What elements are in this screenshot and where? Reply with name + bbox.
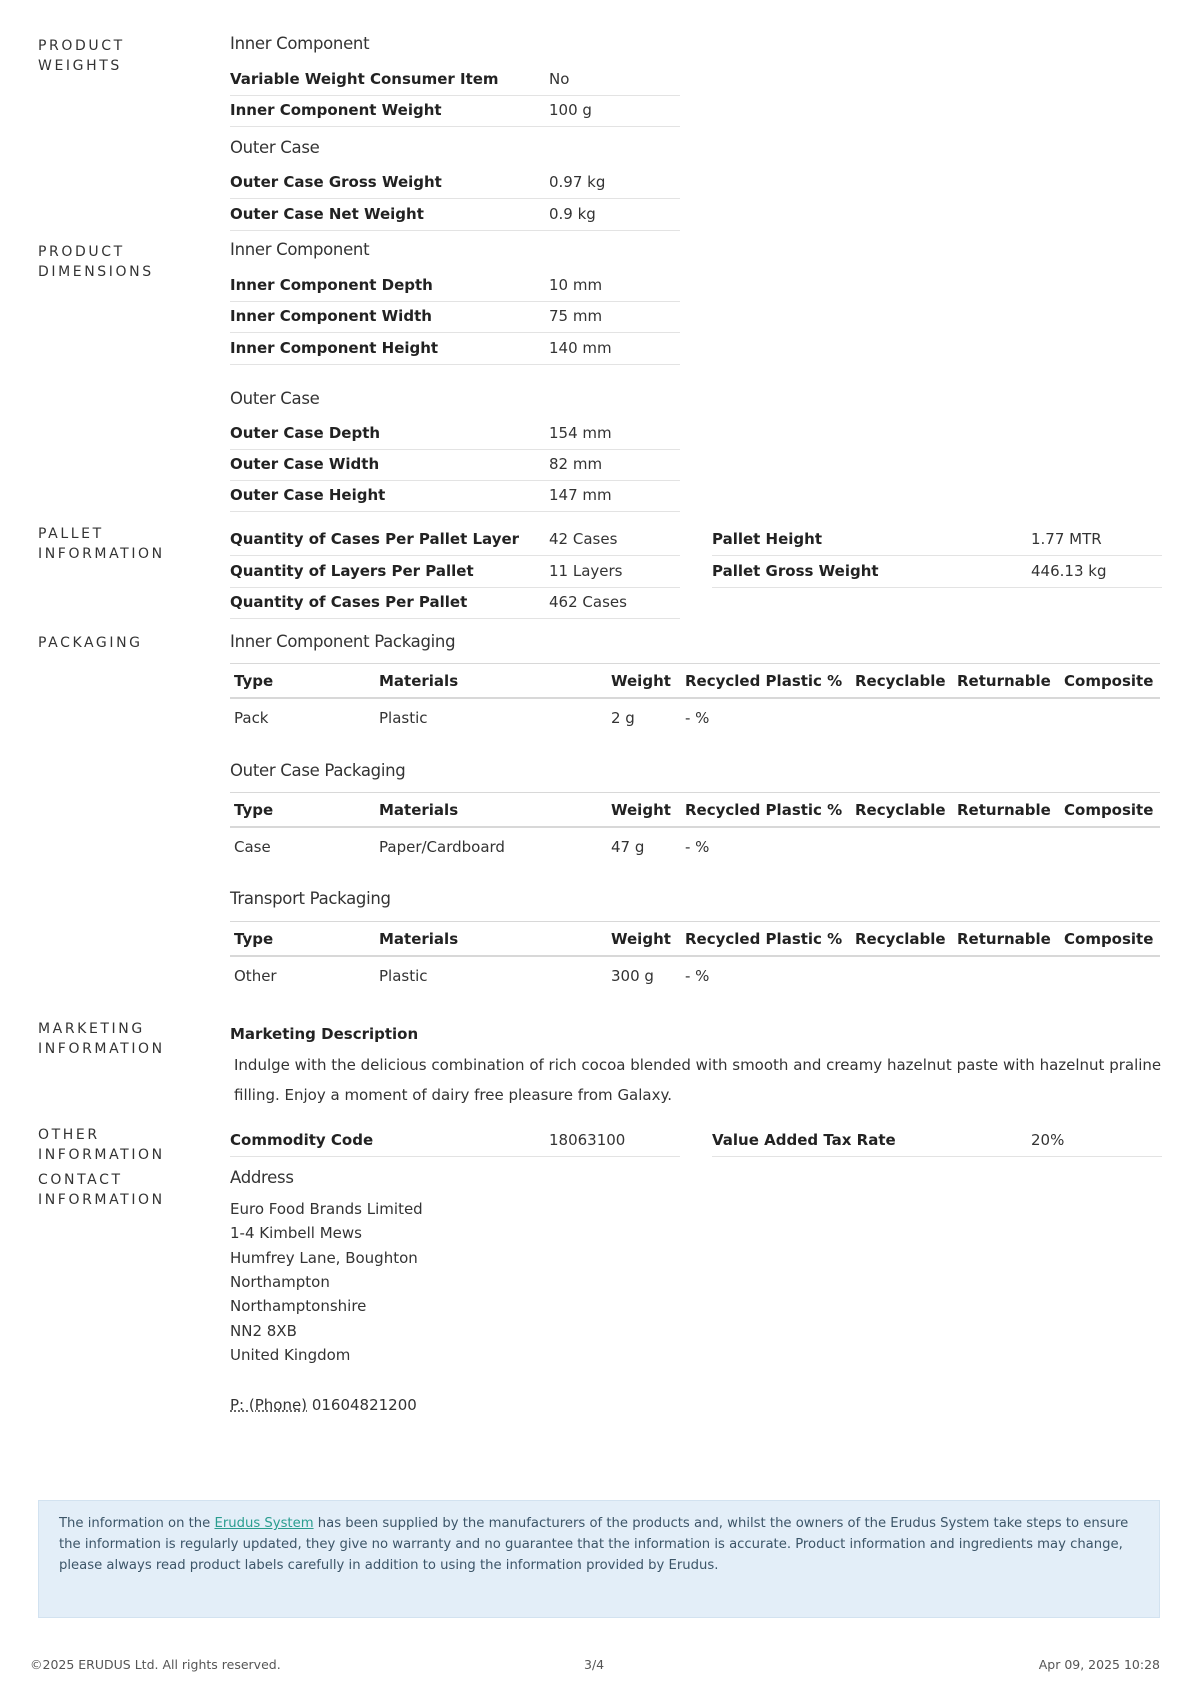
cell [1060, 827, 1160, 866]
kv-value: 75 mm [549, 307, 603, 325]
subheading-inner: Inner Component [230, 240, 370, 259]
phone-line [230, 1396, 417, 1414]
kv-value: No [549, 70, 570, 88]
kv-value: 100 g [549, 101, 592, 119]
subheading-outer: Outer Case [230, 389, 320, 408]
address-line: Northampton [230, 1273, 330, 1291]
col-header: Recycled Plastic % [681, 922, 851, 957]
kv-row [230, 270, 680, 302]
kv-row [230, 587, 680, 619]
marketing-description-line2: filling. Enjoy a moment of dairy free pleasure from Galaxy. [234, 1086, 672, 1104]
col-header: Weight [607, 793, 681, 828]
kv-row [712, 556, 1162, 588]
address-line: 1-4 Kimbell Mews [230, 1224, 362, 1242]
kv-value: 1.77 MTR [1031, 530, 1102, 548]
disclaimer-box [38, 1500, 1160, 1618]
packaging-table-transport [230, 921, 1160, 995]
kv-value: 446.13 kg [1031, 562, 1107, 580]
address-line: Euro Food Brands Limited [230, 1200, 423, 1218]
disclaimer-text-before: The information on the [59, 1516, 215, 1531]
cell: 2 g [611, 709, 635, 727]
kv-key: Quantity of Cases Per Pallet Layer [230, 530, 520, 548]
marketing-description-line1: Indulge with the delicious combination of rich cocoa blended with smooth and creamy hazelnut paste with hazelnut praline [234, 1056, 1162, 1074]
kv-row [712, 1125, 1162, 1157]
marketing-title: Marketing Description [230, 1025, 419, 1043]
cell: Plastic [379, 709, 428, 727]
col-header: Composite [1060, 922, 1160, 957]
kv-key: Quantity of Cases Per Pallet [230, 593, 468, 611]
packaging-title-transport: Transport Packaging [230, 889, 391, 908]
col-header: Materials [375, 793, 607, 828]
cell: Other [234, 967, 277, 985]
table-header-row [230, 793, 1160, 828]
section-label-weights: PRODUCT WEIGHTS [38, 38, 125, 74]
phone-number[interactable]: 01604821200 [311, 1396, 417, 1414]
kv-key: Value Added Tax Rate [712, 1131, 896, 1149]
kv-key: Outer Case Depth [230, 424, 381, 442]
table-row [230, 827, 1160, 866]
kv-key: Variable Weight Consumer Item [230, 70, 499, 88]
kv-row [230, 556, 680, 588]
timestamp: Apr 09, 2025 10:28 [1038, 1657, 1160, 1672]
kv-value: 20% [1031, 1131, 1065, 1149]
subheading-outer: Outer Case [230, 138, 320, 157]
address-line: United Kingdom [230, 1346, 351, 1364]
col-header: Recyclable [851, 664, 953, 699]
phone-label: P: (Phone) [230, 1396, 308, 1414]
col-header: Composite [1060, 793, 1160, 828]
cell: Pack [234, 709, 269, 727]
packaging-title-outer: Outer Case Packaging [230, 761, 406, 780]
kv-row [230, 449, 680, 481]
col-header: Returnable [953, 793, 1060, 828]
kv-row [230, 64, 680, 96]
table-row [230, 956, 1160, 995]
kv-key: Pallet Height [712, 530, 823, 548]
cell: 47 g [611, 838, 645, 856]
address-line: Northamptonshire [230, 1297, 367, 1315]
address-title: Address [230, 1168, 294, 1187]
col-header: Recyclable [851, 922, 953, 957]
kv-key: Inner Component Height [230, 339, 439, 357]
cell: - % [685, 709, 710, 727]
disclaimer-text-after: has been supplied by the manufacturers of the products and, whilst the owners of the Erudus System take steps to ensure the information is regularly updated, they give no warranty and no guarantee that the information is accurate. Product information and ingredients may change, please always read product labels carefully in addition to using the information provided by Erudus. [59, 1516, 1129, 1573]
kv-key: Inner Component Weight [230, 101, 442, 119]
section-label-packaging: PACKAGING [38, 635, 143, 651]
section-label-pallet: PALLET INFORMATION [38, 526, 165, 562]
kv-key: Outer Case Height [230, 486, 386, 504]
kv-value: 82 mm [549, 455, 603, 473]
kv-value: 11 Layers [549, 562, 623, 580]
col-header: Composite [1060, 664, 1160, 699]
col-header: Materials [375, 664, 607, 699]
section-label-marketing: MARKETING INFORMATION [38, 1021, 165, 1057]
cell [1060, 956, 1160, 995]
kv-value: 147 mm [549, 486, 612, 504]
section-label-dimensions: PRODUCT DIMENSIONS [38, 244, 154, 280]
col-header: Weight [607, 664, 681, 699]
kv-row [230, 480, 680, 512]
col-header: Returnable [953, 664, 1060, 699]
kv-row [230, 418, 680, 450]
copyright: ©2025 ERUDUS Ltd. All rights reserved. [30, 1657, 281, 1672]
subheading-inner: Inner Component [230, 34, 370, 53]
col-header: Type [230, 664, 375, 699]
erudus-system-link[interactable]: Erudus System [214, 1516, 314, 1531]
kv-row [230, 199, 680, 231]
col-header: Recyclable [851, 793, 953, 828]
kv-key: Inner Component Depth [230, 276, 433, 294]
kv-value: 18063100 [549, 1131, 626, 1149]
kv-value: 462 Cases [549, 593, 627, 611]
table-header-row [230, 664, 1160, 699]
cell [851, 827, 953, 866]
kv-key: Commodity Code [230, 1131, 374, 1149]
col-header: Type [230, 793, 375, 828]
section-label-contact: CONTACT INFORMATION [38, 1172, 165, 1208]
col-header: Returnable [953, 922, 1060, 957]
table-header-row [230, 922, 1160, 957]
cell [953, 698, 1060, 737]
kv-row [712, 524, 1162, 556]
kv-key: Outer Case Gross Weight [230, 173, 442, 191]
table-row [230, 698, 1160, 737]
kv-value: 42 Cases [549, 530, 618, 548]
packaging-table-outer [230, 792, 1160, 866]
address-line: NN2 8XB [230, 1322, 297, 1340]
cell [953, 956, 1060, 995]
cell: Paper/Cardboard [379, 838, 505, 856]
section-label-other: OTHER INFORMATION [38, 1127, 165, 1163]
kv-value: 0.9 kg [549, 205, 596, 223]
cell [953, 827, 1060, 866]
col-header: Type [230, 922, 375, 957]
col-header: Weight [607, 922, 681, 957]
cell: - % [685, 838, 710, 856]
page-number: 3/4 [584, 1657, 605, 1672]
kv-row [230, 524, 680, 556]
kv-key: Inner Component Width [230, 307, 432, 325]
kv-row [230, 333, 680, 365]
col-header: Materials [375, 922, 607, 957]
col-header: Recycled Plastic % [681, 793, 851, 828]
cell [851, 956, 953, 995]
kv-value: 10 mm [549, 276, 603, 294]
col-header: Recycled Plastic % [681, 664, 851, 699]
address-line: Humfrey Lane, Boughton [230, 1249, 418, 1267]
kv-row [230, 301, 680, 333]
cell [851, 698, 953, 737]
kv-value: 0.97 kg [549, 173, 606, 191]
cell: 300 g [611, 967, 654, 985]
kv-key: Pallet Gross Weight [712, 562, 879, 580]
kv-value: 140 mm [549, 339, 612, 357]
packaging-table-inner [230, 663, 1160, 737]
cell: - % [685, 967, 710, 985]
kv-row [230, 167, 680, 199]
kv-row [230, 1125, 680, 1157]
cell [1060, 698, 1160, 737]
cell: Plastic [379, 967, 428, 985]
kv-key: Outer Case Width [230, 455, 380, 473]
kv-row [230, 95, 680, 127]
packaging-title-inner: Inner Component Packaging [230, 632, 456, 651]
kv-key: Outer Case Net Weight [230, 205, 424, 223]
kv-value: 154 mm [549, 424, 612, 442]
cell: Case [234, 838, 271, 856]
kv-key: Quantity of Layers Per Pallet [230, 562, 474, 580]
